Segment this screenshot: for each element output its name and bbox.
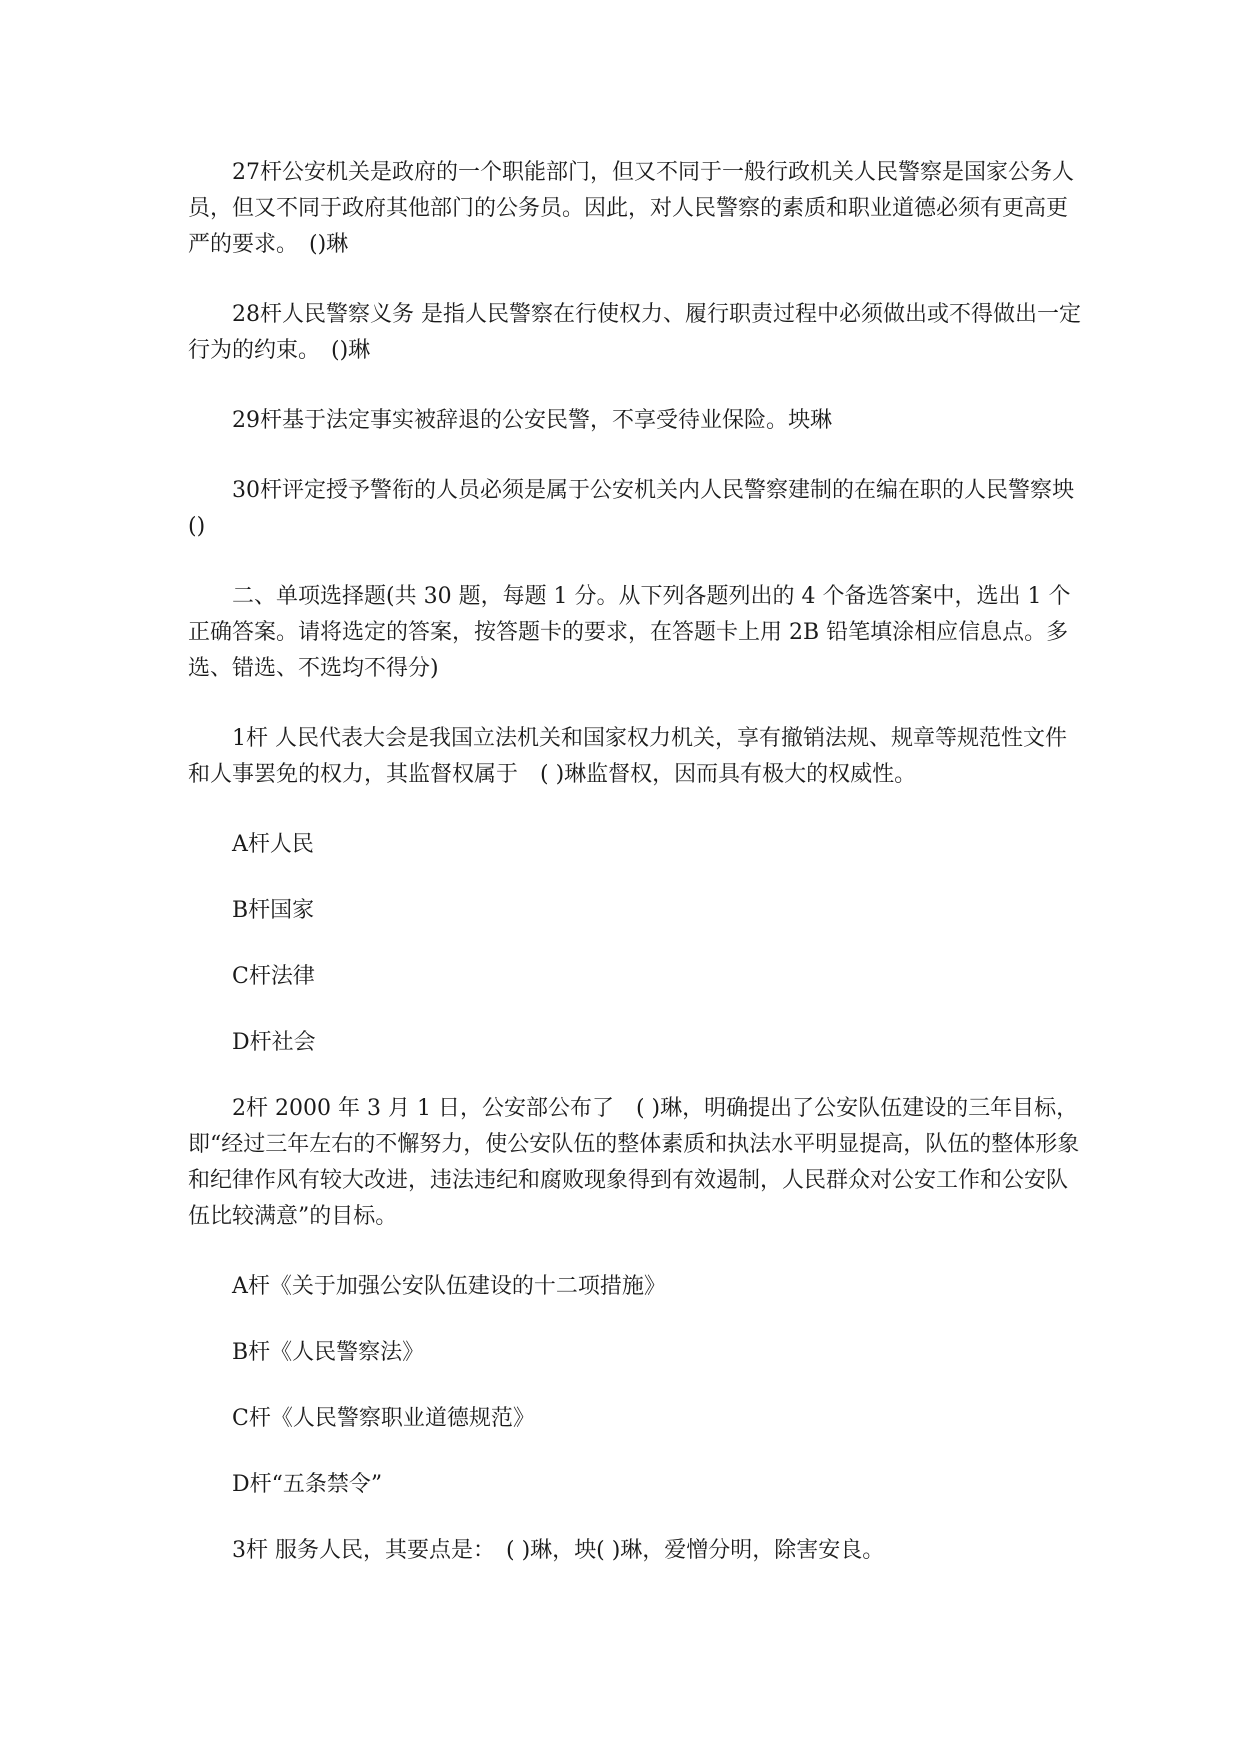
- question-1: 1杆 人民代表大会是我国立法机关和国家权力机关，享有撤销法规、规章等规范性文件和人事罢免的权力，其监督权属于 ( )琳监督权，因而具有极大的权威性。: [188, 726, 1067, 787]
- q1-option-d: D杆社会: [232, 1030, 316, 1055]
- paragraph-30: 30杆评定授予警衔的人员必须是属于公安机关内人民警察建制的在编在职的人民警察坱(): [188, 478, 1074, 539]
- q2-option-d: D杆“五条禁令”: [232, 1472, 383, 1497]
- paragraph-29: 29杆基于法定事实被辞退的公安民警，不享受待业保险。坱琳: [232, 408, 832, 433]
- paragraph-28: 28杆人民警察义务 是指人民警察在行使权力、履行职责过程中必须做出或不得做出一定行为的约束。 ()琳: [188, 302, 1081, 363]
- q2-option-b: B杆《人民警察法》: [232, 1340, 425, 1365]
- question-3: 3杆 服务人民，其要点是： ( )琳，坱( )琳，爱憎分明，除害安良。: [232, 1538, 885, 1563]
- q2-option-a: A杆《关于加强公安队伍建设的十二项措施》: [232, 1274, 666, 1299]
- document-page: [188, 155, 1088, 1569]
- section-heading-single-choice: 二、单项选择题(共 30 题，每题 1 分。从下列各题列出的 4 个备选答案中，选出 1 个正确答案。请将选定的答案，按答题卡的要求，在答题卡上用 2B 铅笔填涂相应信息点。多选、错选、不选均不得分): [188, 584, 1071, 681]
- q2-option-c: C杆《人民警察职业道德规范》: [232, 1406, 535, 1431]
- q1-option-c: C杆法律: [232, 964, 315, 989]
- question-2: 2杆 2000 年 3 月 1 日，公安部公布了 ( )琳，明确提出了公安队伍建设的三年目标，即“经过三年左右的不懈努力，使公安队伍的整体素质和执法水平明显提高，队伍的整体形象和纪律作风有较大改进，违法违纪和腐败现象得到有效遏制，人民群众对公安工作和公安队伍比较满意”的目标。: [188, 1096, 1080, 1229]
- paragraph-27: 27杆公安机关是政府的一个职能部门，但又不同于一般行政机关人民警察是国家公务人员，但又不同于政府其他部门的公务员。因此，对人民警察的素质和职业道德必须有更高更严的要求。 ()琳: [188, 160, 1074, 257]
- q1-option-b: B杆国家: [232, 898, 315, 923]
- q1-option-a: A杆人民: [232, 832, 314, 857]
